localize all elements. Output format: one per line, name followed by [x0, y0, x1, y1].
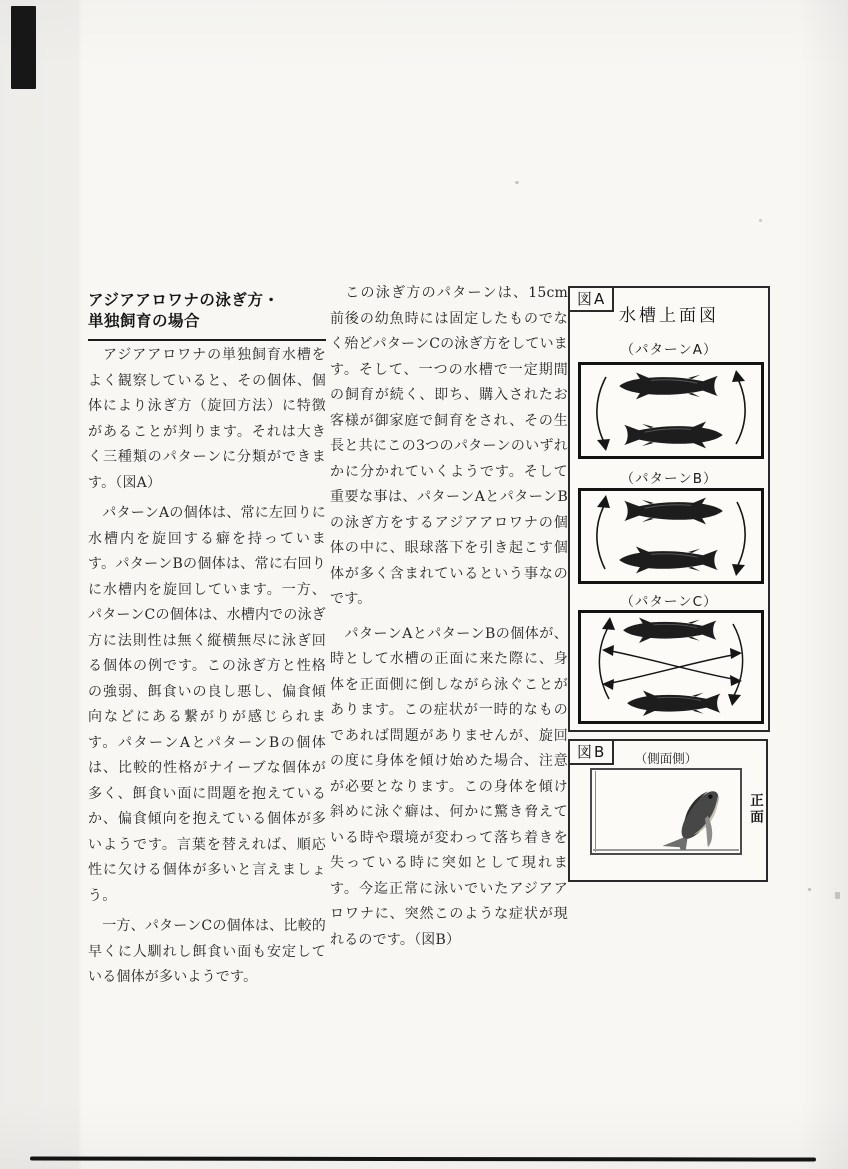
- paragraph: この泳ぎ方のパターンは、15cm前後の幼魚時には固定したものでなく殆どパターンCの泳ぎ方をしています。そして、一つの水槽で一定期間の飼育が続く、即ち、購入されたお客様が御家庭で飼育をされ、その生長と共にこの3つのパターンのいずれかに分かれていくようです。そして重要な事は、パターンAとパターンBの泳ぎ方をするアジアアロワナの個体の中に、眼球落下を引き起こす個体が多く含まれているという事なのです。: [330, 285, 568, 607]
- pattern-b-tank-diagram: [578, 488, 764, 584]
- heading-line-1: アジアアロワナの泳ぎ方・: [88, 291, 280, 309]
- figure-b-panel: [568, 739, 768, 882]
- heading-line-2: 単独飼育の場合: [88, 312, 201, 330]
- paragraph: アジアアロワナの単独飼育水槽をよく観察していると、その個体、個体により泳ぎ方（旋回方法）に特徴があることが判ります。それは大きく三種類のパターンに分類ができます。（図A）: [88, 347, 326, 491]
- scan-speck: [515, 181, 519, 184]
- pattern-c-diagram: [581, 613, 761, 721]
- paragraph: パターンAの個体は、常に左回りに水槽内を旋回する癖を持っています。パターンBの個体は、常に右回りに水槽内を旋回しています。一方、パターンCの個体は、水槽内での泳ぎ方に法則性は無く縦横無尽に泳ぎ回る個体の例です。この泳ぎ方と性格の強弱、餌食いの良し悪し、偏食傾向などにある繋がりが感じられます。パターンAとパターンBの個体は、比較的性格がナイーブな個体が多く、餌食い面に問題を抱えているか、偏食傾向を抱えている個体が多いようです。言葉を替えれば、順応性に欠ける個体が多いと言えましょう。: [88, 505, 326, 904]
- column2-body: [330, 281, 568, 953]
- figure-b-front-label: 正面: [747, 793, 763, 826]
- scan-speck: [808, 888, 811, 891]
- pattern-b-caption: （パターンB）: [620, 471, 718, 487]
- figure-a-title: 水槽上面図: [619, 306, 719, 326]
- pattern-c-tank-diagram: [578, 610, 764, 724]
- paragraph: パターンAとパターンBの個体が、時として水槽の正面に来た際に、身体を正面側に倒しながら泳ぐことがあります。この症状が一時的なものであれば問題がありませんが、旋回の度に身体を傾け始めた場合、注意が必要となります。この身体を傾け斜めに泳ぐ癖は、何かに驚き脅えている時や環境が変わって落ち着きを失っている時に突如として現れます。今迄正常に泳いでいたアジアアロワナに、突然このような症状が現れるのです。（図B）: [330, 625, 568, 948]
- middle-text-column: [330, 281, 568, 962]
- scan-artifact-corner-mark: [11, 6, 36, 89]
- pattern-c-caption: （パターンC）: [620, 594, 718, 610]
- scan-artifact-bottom-line: [30, 1156, 816, 1161]
- arowana-tilted-side-icon: [660, 780, 740, 850]
- pattern-a-tank-diagram: [578, 362, 764, 459]
- arowana-top-view-icon: [619, 497, 722, 573]
- figure-b-label: 図B: [570, 741, 614, 765]
- side-view-tank-diagram: [590, 768, 742, 855]
- tank-glass-edge: [595, 771, 596, 852]
- pattern-a-diagram: [581, 365, 761, 456]
- arowana-top-view-icon: [623, 617, 720, 716]
- figure-b-side-caption: （側面側）: [634, 751, 698, 766]
- left-text-column: [88, 290, 326, 996]
- pattern-b-diagram: [581, 491, 761, 581]
- scan-speck: [835, 892, 840, 899]
- article-heading: [88, 290, 326, 341]
- pattern-a-caption: （パターンA）: [620, 342, 718, 358]
- paragraph: 一方、パターンCの個体は、比較的早くに人馴れし餌食い面も安定している個体が多いようです。: [88, 918, 326, 985]
- figure-a-panel: [568, 286, 770, 732]
- scan-speck: [759, 219, 762, 222]
- arowana-top-view-icon: [619, 372, 722, 448]
- column1-body: [88, 343, 326, 991]
- figure-a-label: 図A: [570, 288, 614, 312]
